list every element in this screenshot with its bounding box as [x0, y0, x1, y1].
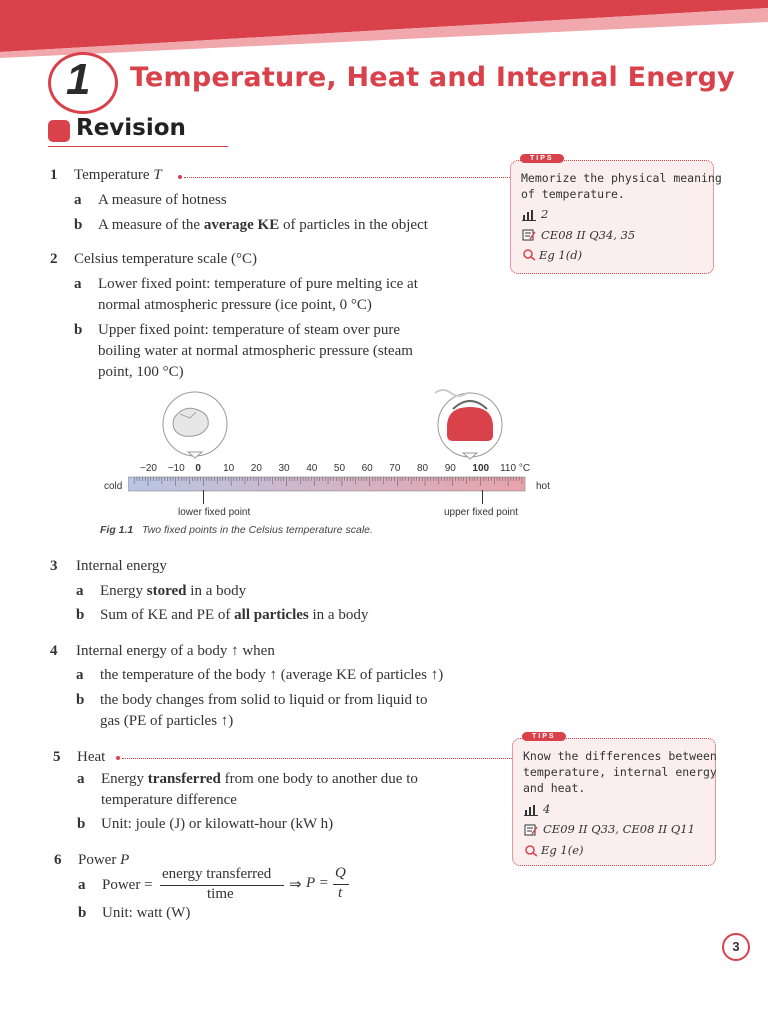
scale-tick-label: 90 [444, 463, 456, 474]
item-text: Unit: joule (J) or kilowatt-hour (kW h) [101, 816, 334, 832]
bar-chart-icon [524, 804, 538, 816]
section-underline [48, 146, 228, 147]
header-band [0, 0, 768, 60]
magnifier-icon [524, 845, 538, 857]
exam-paper-icon [524, 824, 538, 836]
scale-label: hot [536, 481, 550, 492]
item-text: gas (PE of particles ↑) [100, 713, 234, 729]
item-text: boiling water at normal atmospheric pressure (steam [98, 343, 413, 359]
q-symbol: Q [335, 865, 346, 881]
tips-text: of temperature. [521, 187, 625, 201]
scale-tick-label: 80 [417, 463, 429, 474]
scale-tick-label: 100 [472, 463, 490, 474]
item-text: Energy stored in a body [100, 583, 247, 599]
fraction-denominator: time [207, 886, 234, 902]
item-letter: b [74, 322, 83, 338]
fraction-numerator: energy transferred [162, 866, 272, 882]
item-text: Lower fixed point: temperature of pure melting ice at [98, 276, 418, 292]
scale-tick-label: −10 [167, 463, 185, 474]
exam-paper-icon [522, 229, 536, 241]
item-number: 6 [54, 852, 62, 868]
item-letter: a [74, 192, 82, 208]
item-letter: b [74, 217, 83, 233]
scale-tick-label: 10 [223, 463, 235, 474]
scale-tick-label: 110 °C [500, 463, 531, 474]
item-title: Celsius temperature scale (°C) [74, 251, 258, 267]
item-text: A measure of the average KE of particles in the object [98, 217, 428, 233]
item-number: 3 [50, 558, 58, 574]
tips-ref: CE08 II Q34, 35 [541, 228, 636, 242]
tips-label: TIPS [522, 732, 566, 741]
item-letter: a [76, 583, 84, 599]
scale-tick-label: −20 [140, 463, 157, 474]
tips-text: Know the differences between [523, 749, 717, 763]
scale-tick-label: 30 [278, 463, 290, 474]
lower-arrow [203, 490, 204, 504]
item-title: Heat [77, 749, 106, 765]
item-text: Energy transferred from one body to another due to [101, 771, 418, 787]
leader-line [184, 177, 510, 178]
scale-tick-label: 60 [361, 463, 373, 474]
item-text: the body changes from solid to liquid or from liquid to [100, 692, 428, 708]
power-equation: P = [306, 875, 329, 891]
item-text: the temperature of the body ↑ (average KE of particles ↑) [100, 667, 444, 683]
item-number: 1 [50, 167, 58, 183]
kettle-illustration [425, 385, 515, 469]
tips-ref: Eg 1(e) [541, 843, 584, 857]
upper-arrow [482, 490, 483, 504]
leader-line [122, 758, 512, 759]
item-letter: a [76, 667, 84, 683]
leader-dot [178, 175, 182, 179]
item-text: normal atmospheric pressure (ice point, 0 °C) [98, 297, 372, 313]
chapter-title: Temperature, Heat and Internal Energy [130, 62, 735, 93]
celsius-scale [128, 476, 526, 492]
item-title: Internal energy of a body ↑ when [76, 643, 275, 659]
item-letter: b [78, 905, 87, 921]
scale-tick-label: 40 [306, 463, 318, 474]
t-symbol: t [338, 885, 343, 901]
item-text: Unit: watt (W) [102, 905, 191, 921]
tips-ref: 4 [543, 802, 551, 816]
item-title: Temperature T [74, 167, 162, 183]
figure-caption: Fig 1.1 Two fixed points in the Celsius temperature scale. [100, 524, 373, 536]
implies-arrow: ⇒ [289, 877, 302, 893]
tips-ref: 2 [541, 207, 549, 221]
item-letter: b [76, 692, 85, 708]
item-number: 5 [53, 749, 61, 765]
item-letter: b [76, 607, 85, 623]
item-letter: b [77, 816, 86, 832]
scale-tick-label: 20 [250, 463, 262, 474]
section-title: Revision [76, 115, 186, 141]
upper-fixed-point-label: upper fixed point [444, 507, 518, 518]
leader-dot [116, 756, 120, 760]
item-text: point, 100 °C) [98, 364, 184, 380]
scale-tick-label: 0 [195, 463, 201, 474]
lower-fixed-point-label: lower fixed point [178, 507, 251, 518]
item-letter: a [74, 276, 82, 292]
item-letter: a [78, 877, 86, 893]
page-number: 3 [722, 933, 750, 961]
melting-ice-illustration [150, 388, 240, 468]
scale-label: cold [104, 481, 123, 492]
scale-tick-label: 70 [389, 463, 401, 474]
magnifier-icon [522, 249, 536, 261]
scale-tick-label: 50 [333, 463, 346, 474]
tips-label: TIPS [520, 154, 564, 163]
tips-text: and heat. [523, 781, 586, 795]
item-text: A measure of hotness [98, 192, 227, 208]
item-title: Power P [78, 852, 130, 868]
tips-text: Memorize the physical meaning [521, 171, 722, 185]
tips-text: temperature, internal energy [523, 765, 717, 779]
item-text: temperature difference [101, 792, 237, 808]
bar-chart-icon [522, 209, 536, 221]
item-number: 4 [50, 643, 58, 659]
tips-ref: CE09 II Q33, CE08 II Q11 [543, 822, 695, 836]
chapter-number: 1 [66, 55, 91, 104]
tips-ref: Eg 1(d) [539, 248, 583, 262]
item-title: Internal energy [76, 558, 167, 574]
revision-icon [48, 120, 70, 142]
power-label: Power = [102, 877, 153, 893]
item-number: 2 [50, 251, 58, 267]
item-letter: a [77, 771, 85, 787]
item-text: Sum of KE and PE of all particles in a body [100, 607, 369, 623]
item-text: Upper fixed point: temperature of steam over pure [98, 322, 400, 338]
